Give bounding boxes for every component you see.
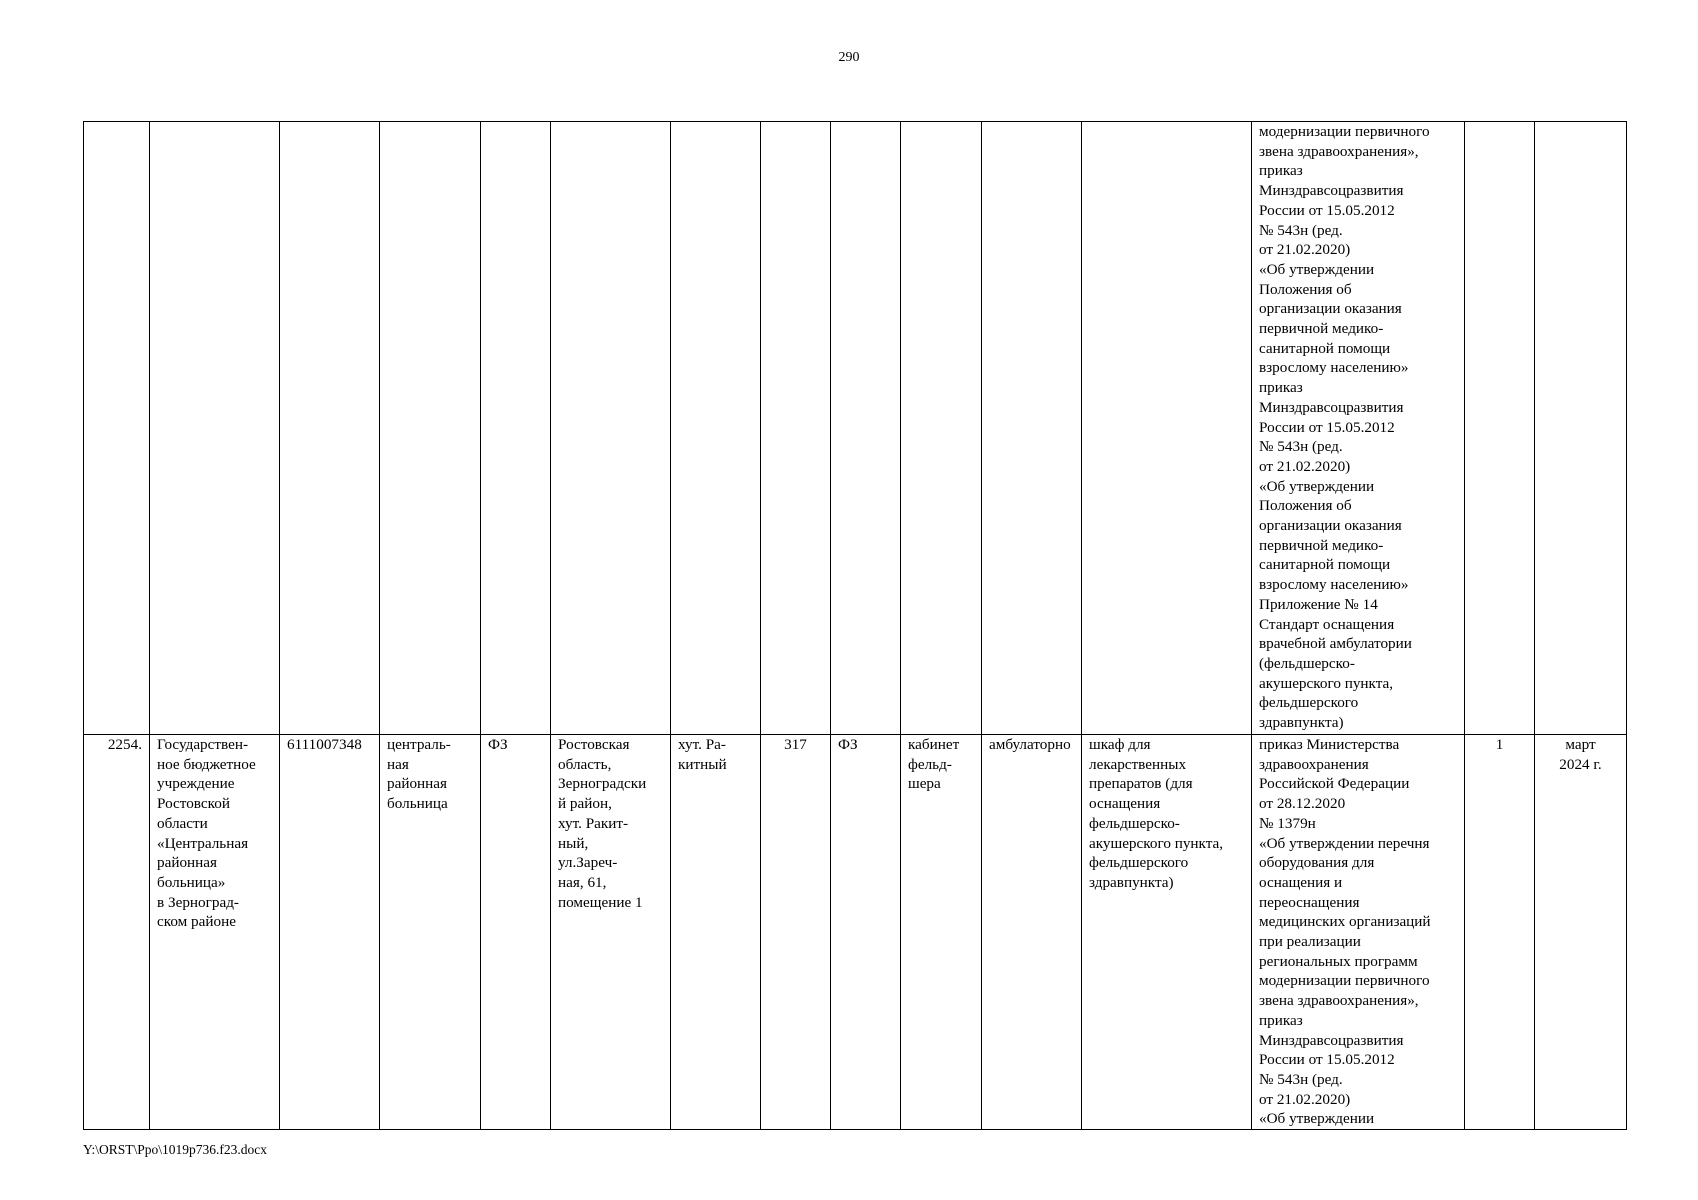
cell-quantity: 1 — [1465, 735, 1535, 1130]
cell-date: март 2024 г. — [1535, 735, 1627, 1130]
equipment-table — [83, 121, 1627, 1130]
cell-care-type: амбулаторно — [982, 735, 1082, 1130]
cell-inn: 6111007348 — [280, 735, 380, 1130]
cell-unit-type — [831, 122, 901, 735]
cell-equipment — [1082, 122, 1252, 735]
table-row — [84, 735, 1627, 1130]
table-row — [84, 122, 1627, 735]
cell-settlement: хут. Ра- китный — [671, 735, 761, 1130]
cell-ownership: ФЗ — [481, 735, 551, 1130]
cell-org-type: централь- ная районная больница — [380, 735, 481, 1130]
cell-basis: модернизации первичного звена здравоохранения», приказ Минздравсоцразвития России от 15.05.2012 № 543н (ред. от 21.02.2020) «Об утверждении Положения об организации оказания первичной медико- санитарной помощи взрослому населению» приказ Минздравсоцразвития России от 15.05.2012 № 543н (ред. от 21.02.2020) «Об утверждении Положения об организации оказания первичной медико- санитарной помощи взрослому населению» Приложение № 14 Стандарт оснащения врачебной амбулатории (фельдшерско- акушерского пункта, фельдшерского здравпункта) — [1252, 122, 1465, 735]
cell-institution — [150, 122, 280, 735]
footer-file-path: Y:\ORST\Ppo\1019p736.f23.docx — [83, 1142, 268, 1157]
cell-org-type — [380, 122, 481, 735]
cell-room: кабинет фельд- шера — [901, 735, 982, 1130]
cell-inn — [280, 122, 380, 735]
cell-number: 2254. — [84, 735, 150, 1130]
cell-code: 317 — [761, 735, 831, 1130]
cell-ownership — [481, 122, 551, 735]
cell-address: Ростовская область, Зерноградски й район, хут. Ракит- ный, ул.Зареч- ная, 61, помещение 1 — [551, 735, 671, 1130]
cell-basis: приказ Министерства здравоохранения Российской Федерации от 28.12.2020 № 1379н «Об утверждении перечня оборудования для оснащения и переоснащения медицинских организаций при реализации региональных программ модернизации первичного звена здравоохранения», приказ Минздравсоцразвития России от 15.05.2012 № 543н (ред. от 21.02.2020) «Об утверждении — [1252, 735, 1465, 1130]
page-number: 290 — [838, 50, 860, 65]
cell-room — [901, 122, 982, 735]
cell-settlement — [671, 122, 761, 735]
cell-equipment: шкаф для лекарственных препаратов (для оснащения фельдшерско- акушерского пункта, фельдшерского здравпункта) — [1082, 735, 1252, 1130]
cell-code — [761, 122, 831, 735]
cell-address — [551, 122, 671, 735]
cell-care-type — [982, 122, 1082, 735]
cell-quantity — [1465, 122, 1535, 735]
cell-date — [1535, 122, 1627, 735]
cell-number — [84, 122, 150, 735]
cell-institution: Государствен- ное бюджетное учреждение Ростовской области «Центральная районная больница» в Зерноград- ском районе — [150, 735, 280, 1130]
cell-unit-type: ФЗ — [831, 735, 901, 1130]
